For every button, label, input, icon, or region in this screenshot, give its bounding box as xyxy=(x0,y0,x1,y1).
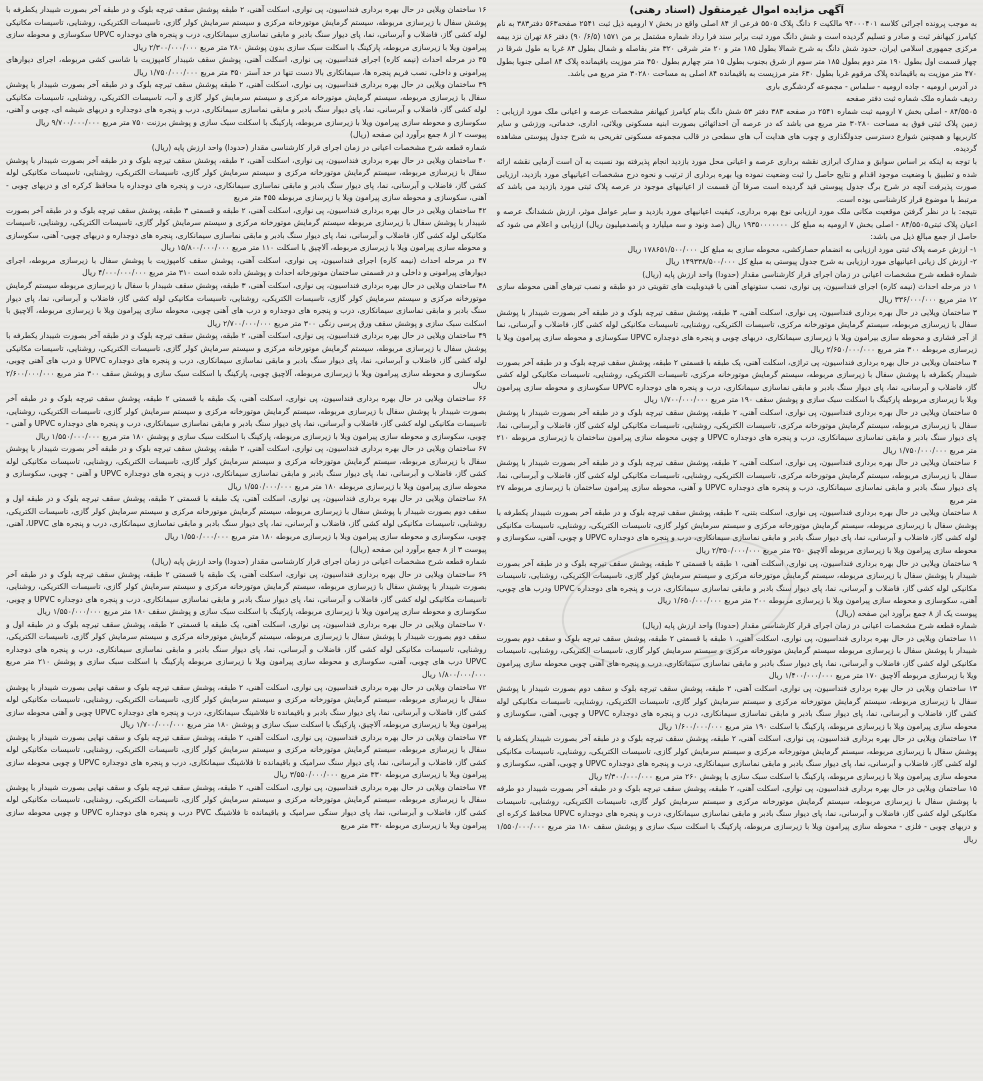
notice-paragraph: ۴۸ ساختمان ویلایی در حال بهره برداری فنداسیون، پی نواری، اسکلت آهنی، ۳ طبقه، پوشش سقف شیبدار با سفال با زیرسازی مربوطه سیستم گرمایش موتورخانه مرکزی و سیستم سرمایش کولر گازی، تاسیسات الکتریکی، روشنایی، تاسیسات مکانیکی لوله کشی گاز، فاضلاب و آبرسانی، نما، پای دیوار سنگ بادبر و مابقی نماسازی سیمانکاری، درب و پنجره های دوجداره و درب های آهنی چوبی، محوطه سازی پیرامون ویلا با زیرسازی مربوطه، آلاچیق با اسکلت سبک سازی و پوشش سقف ورق پرسی رنگی ۳۰۰ متر مربع ۲/۷۰۰/۰۰۰/۰۰۰ ریال xyxy=(6,281,487,328)
notice-paragraph: ۶۸ ساختمان ویلایی در حال بهره برداری فنداسیون، پی نواری، اسکلت آهنی، یک طبقه با قسمتی ۲ طبقه، پوشش سقف تیرچه بلوک و در طبقه اول و سقف دوم بصورت شیبدار با پوشش سفال با زیرسازی مربوطه، سیستم گرمایش موتورخانه مرکزی و سیستم سرمایش کولر گازی، تاسیسات الکتریکی، روشنایی، تاسیسات مکانیکی لوله کشی گاز، فاضلاب و آبرسانی، نما، پای دیوار سنگ بادبر و مابقی نماسازی سیمانکاری، درب و پنجره های UPVC، آهنی، چوبی، سکوسازی و محوطه سازی پیرامون ویلا با زیرسازی مربوطه ۱۸۰ متر مربع ۱/۵۵۰/۰۰۰/۰۰۰ ریال xyxy=(6,494,487,541)
notice-paragraph: ۶ ساختمان ویلایی در حال بهره برداری فنداسیون، پی نواری، اسکلت آهنی، ۲ طبقه، پوشش سقف تیرچه بلوک و در طبقه آخر بصورت شیبدار با پوشش سفال با زیرسازی مربوطه، سیستم گرمایش موتورخانه مرکزی، تاسیسات الکتریکی، روشنایی، تاسیسات مکانیکی لوله کشی گاز، فاضلاب و آبرسانی، نما، پای دیوار سنگ بادبر و مابقی نماسازی سیمانکاری، درب و پنجره های دوجداره UPVC و آهنی، محوطه سازی پیرامون ساختمان با زیرسازی مربوطه ۲۷ متر مربع xyxy=(496,458,977,505)
notice-paragraph: ۱۱ ساختمان ویلایی در حال بهره برداری فنداسیون، پی نواری، اسکلت آهنی، ۱ طبقه با قسمتی ۲ طبقه، پوشش سقف تیرچه بلوک و سقف دوم بصورت شیبدار با پوشش سفال با زیرسازی مربوطه سیستم گرمایش موتورخانه مرکزی و سیستم سرمایش کولر گازی، تاسیسات الکتریکی، روشنایی، تاسیسات مکانیکی لوله کشی گاز، فاضلاب و آبرسانی، نما، پای دیوار سنگ بادبر و مابقی نماسازی سیمانکاری، درب و پنجره های آهنی چوبی محوطه سازی پیرامون ویلا با زیرسازی مربوطه آلاچیق ۱۷۰ متر مربع ۱/۴۰۰/۰۰۰/۰۰۰ ریال xyxy=(496,633,977,681)
notice-paragraph: نتیجه: با در نظر گرفتن موقعیت مکانی ملک مورد ارزیابی نوع بهره برداری، کیفیت اعیانیهای مورد بازدید و سایر عوامل موثر، ارزش ششدانگ عرصه و اعیان پلاک ثبتی۸۴/۵۵۰۵ - اصلی بخش ۷ ارومیه به مبلغ کل ۱۹۳۵۰۰۰۰۰۰۰ ریال (صد ونود و سه میلیارد و پانصدمیلیون ریال) ارزیابی و اعلام می شود که حاصل از جمع مبالغ ذیل می باشد: xyxy=(496,207,977,242)
right-column xyxy=(497,4,978,1077)
notice-paragraph: ۱۳ ساختمان ویلایی در حال بهره برداری فنداسیون، پی نواری، اسکلت آهنی، ۲ طبقه، پوشش سقف تیرچه بلوک و سقف دوم بصورت شیبدار با پوشش سفال با زیرسازی مربوطه، سیستم گرمایش موتورخانه مرکزی و سیستم سرمایش کولر گازی، تاسیسات الکتریکی، روشنایی، تاسیسات مکانیکی لوله کشی گاز، فاضلاب و آبرسانی، نما، پای دیوار سنگ بادبر و مابقی نماسازی سیمانکاری، درب و پنجره های دوجداره UPVC و چوبی، آهنی، سکوسازی و محوطه سازی پیرامون ویلا با زیرسازی مربوطه، پارکینگ با اسکلت ۱۹۰ متر مربع ۱/۶۰۰/۰۰۰/۰۰۰ ریال xyxy=(496,683,977,731)
notice-paragraph: ۳۹ ساختمان ویلایی در حال بهره برداری فنداسیون، پی نواری، اسکلت آهنی، ۲ طبقه پوشش سقف تیرچه بلوک و در طبقه آخر بصورت شیبدار با پوشش سفال با زیرسازی مربوطه، سیستم گرمایش موتورخانه مرکزی و سیستم سرمایش کولر گازی و آب، تاسیسات الکتریکی، روشنایی، تاسیسات مکانیکی لوله کشی گاز، فاضلاب و آبرسانی، نما، پای دیوار سنگ بادبر و مابقی نماسازی سیمانکاری، درب و پنجره های دوجداره و دربهای شیشه ای، چوبی و آهنی، سکوسازی و محوطه سازی پیرامون ویلا با زیرسازی مربوطه، پارکینگ با اسکلت سبک سازی و پوشش برزنت ۷۵۰ متر مربع ۹/۷۰۰/۰۰۰/۰۰۰ ریال xyxy=(6,80,487,127)
notice-paragraph: ۷۲ ساختمان ویلایی در حال بهره برداری فنداسیون، پی نواری، اسکلت آهنی، ۲ طبقه، پوشش سقف تیرچه بلوک و سقف نهایی بصورت شیبدار با پوشش سفال با زیرسازی مربوطه، سیستم گرمایش موتورخانه مرکزی و سیستم سرمایش کولر گازی، تاسیسات الکتریکی، روشنایی، تاسیسات مکانیکی لوله کشی گاز، فاضلاب و آبرسانی، نما، پای دیوار سنگ بادبر و باقیمانده تا فلاشینگ سیمانکاری، درب و پنجره های دوجداره UPVC چوبی و آهنی محوطه سازی پیرامون ویلا با زیرسازی مربوطه، آلاچیق، پارکینگ با اسکلت سبک سازی و پوشش ۱۸۰ متر مربع ۱/۷۰۰/۰۰۰/۰۰۰ ریال xyxy=(6,682,487,730)
notice-paragraph: با توجه به اینکه بر اساس سوابق و مدارک ابرازی نقشه برداری عرصه و اعیانی محل مورد بازدید انجام پذیرفته بود نسبت به آن است آزمایی نقشه ارائه شده و تطبیق با وضعیت موجود اقدام و نتایج حاصل را ثبت وضعیت نموده ویا بهره برداری از ترتیب و نحوه درج مشخصات اعیانیهای مورد بازدید، ارزیابی صورت پذیرفت آنچه در شرح برگ جدول پیوستی قید گردیده است صرفا آن قسمت از اعیانیهای موجود در عرصه پلاک ثبتی مورد بازدید می باشد که مرتبط با موضوع قرار کارشناسی بوده است. xyxy=(496,157,977,204)
notice-paragraph: ۱ در مرحله احداث (نیمه کاره) اجرای فنداسیون، پی نواری، نصب ستونهای آهنی با قیدوبلیت های تقویتی در دو طبقه و نصب تیرهای آهنی محوطه سازی ۱۲ متر مربع ۳۳۶/۰۰۰/۰۰۰ ریال xyxy=(496,282,977,305)
notice-title: آگهی مزایده اموال غیرمنقول (اسناد رهنی) xyxy=(629,5,844,16)
notice-paragraph: ۶۹ ساختمان ویلایی در حال بهره برداری فنداسیون، پی نواری، اسکلت آهنی، یک طبقه با قسمتی ۲ طبقه، پوشش سقف تیرچه بلوک و در طبقه آخر بصورت شیبدار با پوشش سفال با زیرسازی مربوطه، سیستم گرمایش موتورخانه مرکزی و سیستم سرمایش کولر گازی، تاسیسات الکتریکی، روشنایی، تاسیسات مکانیکی لوله کشی گاز، فاضلاب و آبرسانی، نما، پای دیوار سنگ بادبر و مابقی نماسازی سیمانکاری، درب و پنجره های دوجداره UPVC و چوبی، سکوسازی و محوطه سازی پیرامون ویلا با زیرسازی مربوطه، پارکینگ با اسکلت سبک سازی و پوشش سقف ۱۸۰ متر مربع ۱/۵۵۰/۰۰۰/۰۰۰ ریال xyxy=(6,569,487,617)
notice-paragraph: ۳۵ در مرحله احداث (نیمه کاره) اجرای فنداسیون، پی نواری، اسکلت آهنی، پوشش سقف شیبدار کامپوزیت با شاسی کشی مربوطه، اجرای دیوارهای پیرامونی و داخلی، نصب فریم پنجره ها، سیمانکاری بالا دست تنها در حد آستر ۳۵۰ متر مربع ۱/۷۵۰/۰۰۰/۰۰۰ ریال xyxy=(6,55,487,77)
notice-paragraph: پیوست یک از ۸ جمع برآورد این صفحه (ریال) xyxy=(835,608,977,618)
notice-paragraph: ۳ ساختمان ویلایی در حال بهره برداری فنداسیون، پی نواری، اسکلت آهنی، ۳ طبقه، پوشش سقف تیرچه بلوک و در طبقه آخر بصورت شیبدار با پوشش سفال با زیرسازی مربوطه، سیستم گرمایش موتورخانه مرکزی، تاسیسات الکتریکی، روشنایی، تاسیسات مکانیکی لوله کشی گاز، فاضلاب و آبرسانی، نما از آجر فشاری و محوطه سازی بیرامون ویلا با زیرسازی سیمانکاری، دربهای چوبی و پنجره های دوجداره UPVC سکوسازی و محوطه سازی پیرامون ویلا با زیرسازی مربوطه ۳۰۰ متر مربع ۲/۶۵۰/۰۰۰/۰۰۰ ریال xyxy=(496,307,977,355)
notice-paragraph: ۶۷ ساختمان ویلایی در حال بهره برداری فنداسیون، پی نواری، اسکلت آهنی، ۲ طبقه، پوشش سقف تیرچه بلوک و در طبقه آخر بصورت شیبدار با پوشش سفال با زیرسازی مربوطه، سیستم گرمایش موتورخانه مرکزی و سیستم سرمایش کولر گازی، تاسیسات الکتریکی، روشنایی، تاسیسات مکانیکی لوله کشی گاز، فاضلاب و آبرسانی، نما، پای دیوار سنگ بادبر و مابقی نماسازی سیمانکاری، درب و پنجره های دوجداره UPVC و آهنی - چوبی، سکوسازی و محوطه سازی پیرامون ویلا با زیرسازی مربوطه ۱۸۰ متر مربع ۱/۵۵۰/۰۰۰/۰۰۰ ریال xyxy=(6,444,487,491)
right-column-entries xyxy=(497,18,978,846)
notice-paragraph: ردیف شماره ملک شماره ثبت دفتر صفحه xyxy=(846,94,977,104)
notice-paragraph: در آدرس ارومیه - جاده ارومیه - سلماس - مجموعه گردشگری باری xyxy=(765,81,977,91)
notice-paragraph: پیوست ۳ از ۸ جمع برآورد این صفحه (ریال) xyxy=(350,544,487,554)
notice-paragraph: ۹ ساختمان ویلایی در حال بهره برداری فنداسیون، پی نواری، اسکلت آهنی، ۱ طبقه با قسمتی ۲ طبقه، پوشش سقف تیرچه بلوک و در طبقه آخر بصورت شیبدار با پوشش سفال با زیرسازی مربوطه، سیستم گرمایش موتورخانه مرکزی و سیستم سرمایش کولر گازی، تاسیسات الکتریکی، روشنایی، تاسیسات مکانیکی لوله کشی گاز، فاضلاب و آبرسانی، نما، پای دیوار سنگ بادبر و مابقی نماسازی سیمانکاری، درب و پنجره های دوجداره UPVC ودرب های چوبی، آهنی، سکوسازی و محوطه سازی پیرامون ویلا با زیرسازی مربوطه ۲۰۰ متر مربع ۱/۶۵۰/۰۰۰/۰۰۰ ریال xyxy=(496,558,977,606)
notice-paragraph: ۵ ساختمان ویلایی در حال بهره برداری فنداسیون، پی نواری، اسکلت آهنی، ۲ طبقه، پوشش سقف تیرچه بلوک و در طبقه آخر بصورت شیبدار با پوشش سفال با زیرسازی مربوطه، سیستم گرمایش موتورخانه مرکزی، تاسیسات الکتریکی، روشنایی، تاسیسات مکانیکی لوله کشی گاز، فاضلاب و آبرسانی، نما، پای دیوار سنگ بادبر و مابقی نماسازی سیمانکاری، درب و پنجره های دوجداره UPVC و چوبی محوطه سازی پیرامون ساختمان با زیرسازی مربوطه ۲۱۰ متر مربع ۱/۷۵۰/۰۰۰/۰۰۰ ریال xyxy=(496,407,977,455)
notice-paragraph: ۴۲ ساختمان ویلایی در حال بهره برداری فنداسیون، پی نواری، اسکلت آهنی، ۲ طبقه و قسمتی ۳ طبقه، پوشش سقف تیرچه بلوک و در طبقه آخر بصورت شیبدار با پوشش سفال با زیرسازی مربوطه سیستم گرمایش موتورخانه مرکزی و سیستم سرمایش کولر گازی، تاسیسات الکتریکی، روشنایی، تاسیسات مکانیکی لوله کشی گاز، فاضلاب و آبرسانی، نما، پای دیوار سنگ بادبر و مابقی نماسازی سیمانکاری، پنجره های دوجداره و دربهای چوبی- آهنی، سکوسازی و محوطه سازی پیرامون ویلا با زیرسازی مربوطه، آلاچیق با اسکلت ۱۱۰ متر مربع ۱۵/۸۰۰/۰۰۰/۰۰۰ ریال xyxy=(6,205,487,253)
notice-paragraph: ۱- ارزش عرصه پلاک ثبتی مورد ارزیابی به انضمام حصارکشی، محوطه سازی به مبلغ کل ۱۷۸۶۵۱/۵۰۰/۰۰۰ ریال xyxy=(627,244,977,254)
notice-paragraph: ۷۴ ساختمان ویلایی در حال بهره برداری فنداسیون، پی نواری، اسکلت آهنی، ۲ طبقه، پوشش سقف تیرچه بلوک و سقف نهایی بصورت شیبدار با پوشش سفال با زیرسازی مربوطه، سیستم گرمایش موتورخانه مرکزی و سیستم سرمایش کولر گازی، تاسیسات الکتریکی، روشنایی، تاسیسات مکانیکی لوله کشی گاز، فاضلاب و آبرسانی، نما، پای دیوار سنگی سرامیک و باقیمانده تا فلاشینگ PVC درب و پنجره های دوجداره UPVC و چوبی محوطه سازی پیرامون ویلا با زیرسازی مربوطه ۳۳۰ متر مربع xyxy=(6,782,487,830)
notice-paragraph: شماره قطعه شرح مشخصات اعیانی در زمان اجرای قرار کارشناسی مقدار (حدودا) واحد ارزش پایه (ریال) xyxy=(642,621,977,631)
notice-paragraph: ۴۷ در مرحله احداث (نیمه کاره) اجرای فنداسیون، پی نواری، اسکلت آهنی، پوشش سقف کامپوزیت با پوشش سفال با زیرسازی مربوطه، اجرای دیوارهای پیرامونی و داخلی و در قسمتی ساختمان موتورخانه احداث و پوشش داده شده است ۳۱۰ متر مربع ۴/۰۰۰/۰۰۰/۰۰۰ ریال xyxy=(6,255,487,278)
left-column-entries xyxy=(6,4,487,832)
notice-paragraph: ۲- ارزش کل زیانی اعیانیهای مورد ارزیابی به شرح جدول پیوستی به مبلغ کل ۱۴۹۳۳۸/۵۰۰/۰۰۰ ریال xyxy=(665,257,977,267)
notice-paragraph: ۷۰ ساختمان ویلایی در حال بهره برداری فنداسیون، پی نواری، اسکلت آهنی، یک طبقه با قسمتی ۲ طبقه، پوشش سقف تیرچه بلوک و در طبقه اول و سقف دوم بصورت شیبدار با پوشش سفال با زیرسازی مربوطه، سیستم گرمایش موتورخانه مرکزی و سیستم سرمایش کولر گازی، تاسیسات الکتریکی، روشنایی، تاسیسات مکانیکی لوله کشی گاز، فاضلاب و آبرسانی، نما، پای دیوار سنگ بادبر و مابقی نماسازی سیمانکاری، درب و پنجره های دوجداره UPVC درب های چوبی، آهنی، سکوسازی و محوطه سازی پیرامون ویلا با زیرسازی مربوطه پارکینگ با اسکلت سبک سازی و پوشش ۲۱۰ متر مربع ۱/۸۰۰/۰۰۰/۰۰۰ ریال xyxy=(6,619,487,679)
notice-paragraph: ۸ ساختمان ویلایی در حال بهره برداری فنداسیون، پی نواری، اسکلت بتنی، ۲ طبقه، پوشش سقف تیرچه بلوک و در طبقه آخر بصورت شیبدار یکطرفه با پوشش سفال با زیرسازی مربوطه، سیستم گرمایش موتورخانه مرکزی و سیستم سرمایش کولر گازی، تاسیسات الکتریکی، روشنایی، تاسیسات مکانیکی لوله کشی گاز، فاضلاب و آبرسانی، نما، پای دیوار سنگ بادبر و مابقی نماسازی سیمانکاری، درب و پنجره های دوجداره UPVC و چوبی، آهنی، سکوسازی و محوطه سازی پیرامون ویلا با زیرسازی مربوطه آلاچیق ۲۵۰ متر مربع ۲/۳۵۰/۰۰۰/۰۰۰ ریال xyxy=(496,508,977,555)
notice-paragraph: پیوست ۲ از ۸ جمع برآورد این صفحه (ریال) xyxy=(350,130,487,140)
notice-paragraph: ۷۳ ساختمان ویلایی در حال بهره برداری فنداسیون، پی نواری، اسکلت آهنی، ۲ طبقه، پوشش سقف تیرچه بلوک و سقف نهایی بصورت شیبدار با پوشش سفال با زیرسازی مربوطه، سیستم گرمایش موتورخانه مرکزی و سیستم سرمایش کولر گازی، تاسیسات الکتریکی، روشنایی، تاسیسات مکانیکی لوله کشی گاز، فاضلاب و آبرسانی، نما، پای دیوار سنگ سرامیک و باقیمانده تا فلاشینگ سیمانکاری، درب و پنجره های دوجداره UPVC و چوبی محوطه سازی پیرامون ویلا با زیرسازی مربوطه ۳۳۰ متر مربع ۳/۵۵۰/۰۰۰/۰۰۰ ریال xyxy=(6,732,487,780)
notice-paragraph: ۱۵ ساختمان ویلایی در حال بهره برداری فنداسیون، پی نواری، اسکلت آهنی، ۲ طبقه، پوشش سقف تیرچه بلوک و در طبقه آخر بصورت شیبدار دو طرفه با پوشش سفال با زیرسازی مربوطه، سیستم گرمایش موتورخانه مرکزی و سیستم سرمایش کولر گازی، تاسیسات الکتریکی، روشنایی، تاسیسات مکانیکی لوله کشی گاز، فاضلاب و آبرسانی، نما، پای دیوار سنگ بادبر و مابقی نماسازی سیمانکاری، درب و پنجره های دوجداره UPVC محافظ کرکره ای و دربهای چوبی - فلزی - محوطه سازی پیرامون ویلا با زیرسازی مربوطه، پارکینگ با اسکلت سبک سازی و پوشش سقف ۱۸۰ متر مربع ۱/۵۵۰/۰۰۰/۰۰۰ ریال xyxy=(496,784,977,844)
left-column xyxy=(6,4,487,1077)
notice-paragraph: شماره قطعه شرح مشخصات اعیانی در زمان اجرای قرار کارشناسی مقدار (حدودا) واحد ارزش پایه (ریال) xyxy=(642,269,977,279)
notice-paragraph: ۸۴/۵۵۰۵ - اصلی بخش ۷ ارومیه ثبت شماره ۲۵۴۱ در صفحه ۳۸۳ دفتر ۵۳ شش دانگ بنام کیامرز کیهانفر مشخصات عرصه و اعیانی ملک مورد ارزیابی : زمین پلاک ثبتی فوق به مساحت ۳۰۲۸۰ متر مربع می باشد که در عرصه آن احداثهائی بصورت ابنیه مسکونی ویلائی، اداری، خدماتی، ورزشی و سایر کاربریها و همچنین شوارع دسترسی جدولگذاری و چوب های هدایت آب های سطحی در قالب مجموعه مسکونی تفریحی به شرح جدول پیوستی مشاهده گردیده. xyxy=(496,106,977,154)
notice-paragraph: ۴۰ ساختمان ویلایی در حال بهره برداری فنداسیون، پی نواری، اسکلت آهنی، ۲ طبقه، پوشش سقف تیرچه بلوک و در طبقه آخر بصورت شیبدار با پوشش سفال با زیرسازی مربوطه، سیستم گرمایش موتورخانه مرکزی و سیستم سرمایش کولر گازی، تاسیسات الکتریکی، روشنایی، تاسیسات مکانیکی لوله کشی گاز، فاضلاب و آبرسانی، نما، پای دیوار سنگ بادبر و مابقی نماسازی سیمانکاری، درب و پنجره های دوجداره با محافظ کرکره ای و دربهای چوبی - آهنی، سکوسازی و محوطه سازی پیرامون ویلا با زیرسازی مربوطه ۴۵۵ متر مربع xyxy=(6,155,487,203)
notice-paragraph: ۴ ساختمان ویلایی در حال بهره برداری فنداسیون، پی تراژی، اسکلت آهنی، یک طبقه با قسمتی ۲ طبقه، پوشش سقف تیرچه بلوک و در طبقه آخر بصورت شیبدار یکطرفه با پوشش سفال با زیرسازی مربوطه، سیستم گرمایش موتورخانه مرکزی، تاسیسات الکتریکی، روشنایی، تاسیسات مکانیکی لوله کشی گاز، فاضلاب و آبرسانی، نما، پای دیوار سنگ بادبر و مابقی نماسازی سیمانکاری، درب و پنجره های دوجداره UPVC سکوسازی و محوطه سازی پیرامون ویلا با زیرسازی مربوطه پارکینگ با اسکلت سبک سازی و پوشش سقف ۱۹۰ متر مربع ۱/۷۰۰/۰۰۰/۰۰۰ ریال xyxy=(496,357,977,405)
notice-paragraph: شماره قطعه شرح مشخصات اعیانی در زمان اجرای قرار کارشناسی مقدار (حدودا) واحد ارزش پایه (ریال) xyxy=(151,557,487,567)
notice-paragraph: ۱۴ ساختمان ویلایی در حال بهره برداری فنداسیون، پی نواری، اسکلت آهنی، ۲ طبقه، پوشش سقف تیرچه بلوک و در طبقه آخر بصورت شیبدار یکطرفه با پوشش سفال با زیرسازی مربوطه، سیستم گرمایش موتورخانه مرکزی و سیستم سرمایش کولر گازی، تاسیسات الکتریکی، روشنایی، تاسیسات مکانیکی لوله کشی گاز، فاضلاب و آبرسانی، نما، پای دیوار سنگ بادبر و مابقی نماسازی سیمانکاری، درب و پنجره های دوجداره UPVC و چوبی، آهنی، سکوسازی و محوطه سازی پیرامون ویلا با زیرسازی مربوطه، پارکینگ با اسکلت سبک سازی با پوشش ۲۶۰ متر مربع ۲/۳۰۰/۰۰۰/۰۰۰ ریال xyxy=(496,734,977,781)
notice-paragraph: ۶۶ ساختمان ویلایی در حال بهره برداری فنداسیون، پی نواری، اسکلت آهنی، یک طبقه با قسمتی ۲ طبقه، پوشش سقف تیرچه بلوک و در طبقه آخر بصورت شیبدار با پوشش سفال با زیرسازی مربوطه، سیستم گرمایش موتورخانه مرکزی و سیستم سرمایش کولر گازی، تاسیسات الکتریکی، روشنایی، تاسیسات مکانیکی لوله کشی گاز، فاضلاب و آبرسانی، نما، پای دیوار سنگ بادبر و مابقی نماسازی سیمانکاری، درب و پنجره های دوجداره UPVC و آهنی - چوبی، سکوسازی و محوطه سازی پیرامون ویلا با زیرسازی مربوطه، پارکینگ با اسکلت سبک سازی و پوشش ۱۸۰ متر مربع ۱/۵۵۰/۰۰۰/۰۰۰ ریال xyxy=(6,393,487,441)
notice-paragraph: به موجب پرونده اجرائی کلاسه ۹۴۰۰۰۴۰۱ مالکیت ۶ دانگ پلاک ۵۵۰۵ فرعی از ۸۴ اصلی واقع در بخش ۷ ارومیه ذیل ثبت ۲۵۴۱ صفحه۵۶۳ دفتر۳۸۳ به نام کیامرز کیهانفر ثبت و صادر و تسلیم گردیده است و شش دانگ مورد ثبت برابر سند فرا رداد شماره مشتمل بر من ۱۵۷۱ (۶/۵/ ۹۰) دفتر ۸۶ تهران نزد بیمه مرکزی جمهوری اسلامی ایران، حدود شش دانگ به شرح شمالا بطول ۱۸۵ متر و ۲۰ متر شرقی ۳۲۰ متر بفاصله و شمال بطول ۸۴ غربا به طول شرقا در چهار قسمت اول بطول ۱۹۰ متر دوم بطول ۱۸۵ متر سوم از شرق بجنوب بطول ۱۵ متر چهارم بطول ۴۵۰ متر موزیت باقیمانده پلاک ۸۴ اصلی جنوبا بطول ۴۷۰ متر موزیت به باقیمانده پلاک مرقوم غربا بطول ۶۳۰ متر مرزیست به باقیمانده ۸۴ اصلی به مساحت ۳۰۲۸۰ متر مربع می باشد. xyxy=(496,19,977,79)
notice-paragraph: ۱۶ ساختمان ویلایی در حال بهره برداری فنداسیون، پی نواری، اسکلت آهنی، ۲ طبقه پوشش سقف تیرچه بلوک و در طبقه آخر بصورت شیبدار یکطرفه با پوشش سفال با زیرسازی مربوطه، سیستم گرمایش موتورخانه مرکزی و سیستم سرمایش کولر گازی، تاسیسات الکتریکی، روشنایی، تاسیسات مکانیکی لوله کشی گاز، فاضلاب و آبرسانی، نما، پای دیوار سنگ بادبر و مابقی نماسازی سیمانکاری، درب و پنجره های دوجداره UPVC سکوسازی و محوطه سازی پیرامون ویلا با زیرسازی مربوطه، پارکینگ با اسکلت سبک سازی بدون پوشش ۲۸۰ متر مربع ۲/۳۰۰/۰۰۰/۰۰۰ ریال xyxy=(6,5,487,52)
notice-paragraph: ۴۹ ساختمان ویلایی در حال بهره برداری فنداسیون، پی نواری، اسکلت آهنی، ۲ طبقه، پوشش سقف تیرچه بلوک و در طبقه آخر بصورت شیبدار یکطرفه با پوشش سفال با زیرسازی مربوطه، سیستم گرمایش موتورخانه مرکزی و سیستم سرمایش کولر گازی، تاسیسات الکتریکی، روشنایی، تاسیسات مکانیکی لوله کشی گاز، فاضلاب و آبرسانی، نما، پای دیوار سنگ بادبر و مابقی نماسازی سیمانکاری، درب و پنجره های دوجداره UPVC و درب های آهنی چوبی، سکوسازی و محوطه سازی پیرامون ویلا با زیرسازی مربوطه، آلاچیق چوبی، پارکینگ با اسکلت سبک سازی و پوشش سقف ۳۰۰ متر مربع ۲/۶۰۰/۰۰۰/۰۰۰ ریال xyxy=(6,331,487,391)
notice-paragraph: شماره قطعه شرح مشخصات اعیانی در زمان اجرای قرار کارشناسی مقدار (حدودا) واحد ارزش پایه (ریال) xyxy=(151,143,487,153)
